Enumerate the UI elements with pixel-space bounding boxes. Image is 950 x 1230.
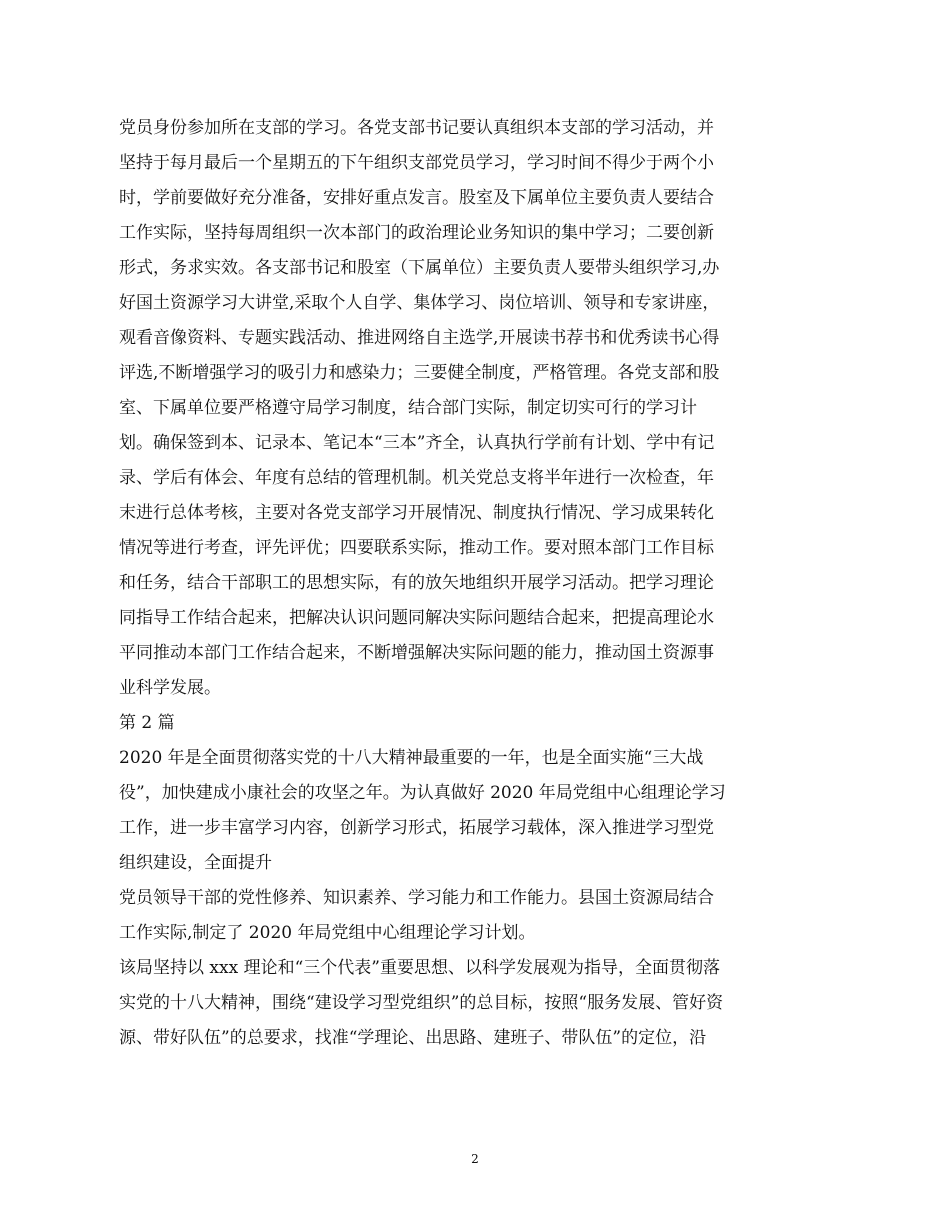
text-line: 役”，加快建成小康社会的攻坚之年。为认真做好 2020 年局党组中心组理论学习 bbox=[119, 783, 726, 803]
text-line: 划。确保签到本、记录本、笔记本“三本”齐全，认真执行学前有计划、学中有记 bbox=[119, 433, 715, 453]
text-line: 实党的十八大精神，围绕“建设学习型党组织”的总目标，按照“服务发展、管好资 bbox=[119, 993, 724, 1013]
text-line: 党员身份参加所在支部的学习。各党支部书记要认真组织本支部的学习活动，并 bbox=[119, 118, 714, 138]
text-line: 评选,不断增强学习的吸引力和感染力；三要健全制度，严格管理。各党支部和股 bbox=[119, 363, 720, 383]
text-line: 室、下属单位要严格遵守局学习制度，结合部门实际，制定切实可行的学习计 bbox=[119, 398, 697, 418]
section-heading: 第 2 篇 bbox=[119, 713, 175, 733]
text-line: 组织建设，全面提升 bbox=[119, 853, 272, 873]
text-line: 平同推动本部门工作结合起来，不断增强解决实际问题的能力，推动国土资源事 bbox=[119, 643, 714, 663]
text-line: 情况等进行考查，评先评优；四要联系实际，推动工作。要对照本部门工作目标 bbox=[119, 538, 714, 558]
text-line: 和任务，结合干部职工的思想实际，有的放矢地组织开展学习活动。把学习理论 bbox=[119, 573, 714, 593]
text-line: 工作实际,制定了 2020 年局党组中心组理论学习计划。 bbox=[119, 923, 536, 943]
text-line: 党员领导干部的党性修养、知识素养、学习能力和工作能力。县国土资源局结合 bbox=[119, 888, 714, 908]
text-line: 该局坚持以 xxx 理论和“三个代表”重要思想、以科学发展观为指导，全面贯彻落 bbox=[119, 958, 720, 978]
text-line: 2020 年是全面贯彻落实党的十八大精神最重要的一年，也是全面实施“三大战 bbox=[119, 748, 704, 768]
text-line: 业科学发展。 bbox=[119, 678, 221, 698]
text-line: 工作，进一步丰富学习内容，创新学习形式，拓展学习载体，深入推进学习型党 bbox=[119, 818, 714, 838]
text-line: 时，学前要做好充分准备，安排好重点发言。股室及下属单位主要负责人要结合 bbox=[119, 188, 714, 208]
text-line: 观看音像资料、专题实践活动、推进网络自主选学,开展读书荐书和优秀读书心得 bbox=[119, 328, 720, 348]
text-line: 录、学后有体会、年度有总结的管理机制。机关党总支将半年进行一次检查，年 bbox=[119, 468, 714, 488]
text-line: 源、带好队伍”的总要求，找准“学理论、出思路、建班子、带队伍”的定位，沿 bbox=[119, 1028, 707, 1048]
text-line: 形式，务求实效。各支部书记和股室（下属单位）主要负责人要带头组织学习,办 bbox=[119, 258, 720, 278]
page-number: 2 bbox=[471, 1152, 479, 1166]
text-line: 末进行总体考核，主要对各党支部学习开展情况、制度执行情况、学习成果转化 bbox=[119, 503, 714, 523]
text-line: 好国土资源学习大讲堂,采取个人自学、集体学习、岗位培训、领导和专家讲座， bbox=[119, 293, 720, 313]
text-line: 同指导工作结合起来，把解决认识问题同解决实际问题结合起来，把提高理论水 bbox=[119, 608, 714, 628]
text-line: 坚持于每月最后一个星期五的下午组织支部党员学习，学习时间不得少于两个小 bbox=[119, 153, 714, 173]
text-line: 工作实际，坚持每周组织一次本部门的政治理论业务知识的集中学习；二要创新 bbox=[119, 223, 714, 243]
